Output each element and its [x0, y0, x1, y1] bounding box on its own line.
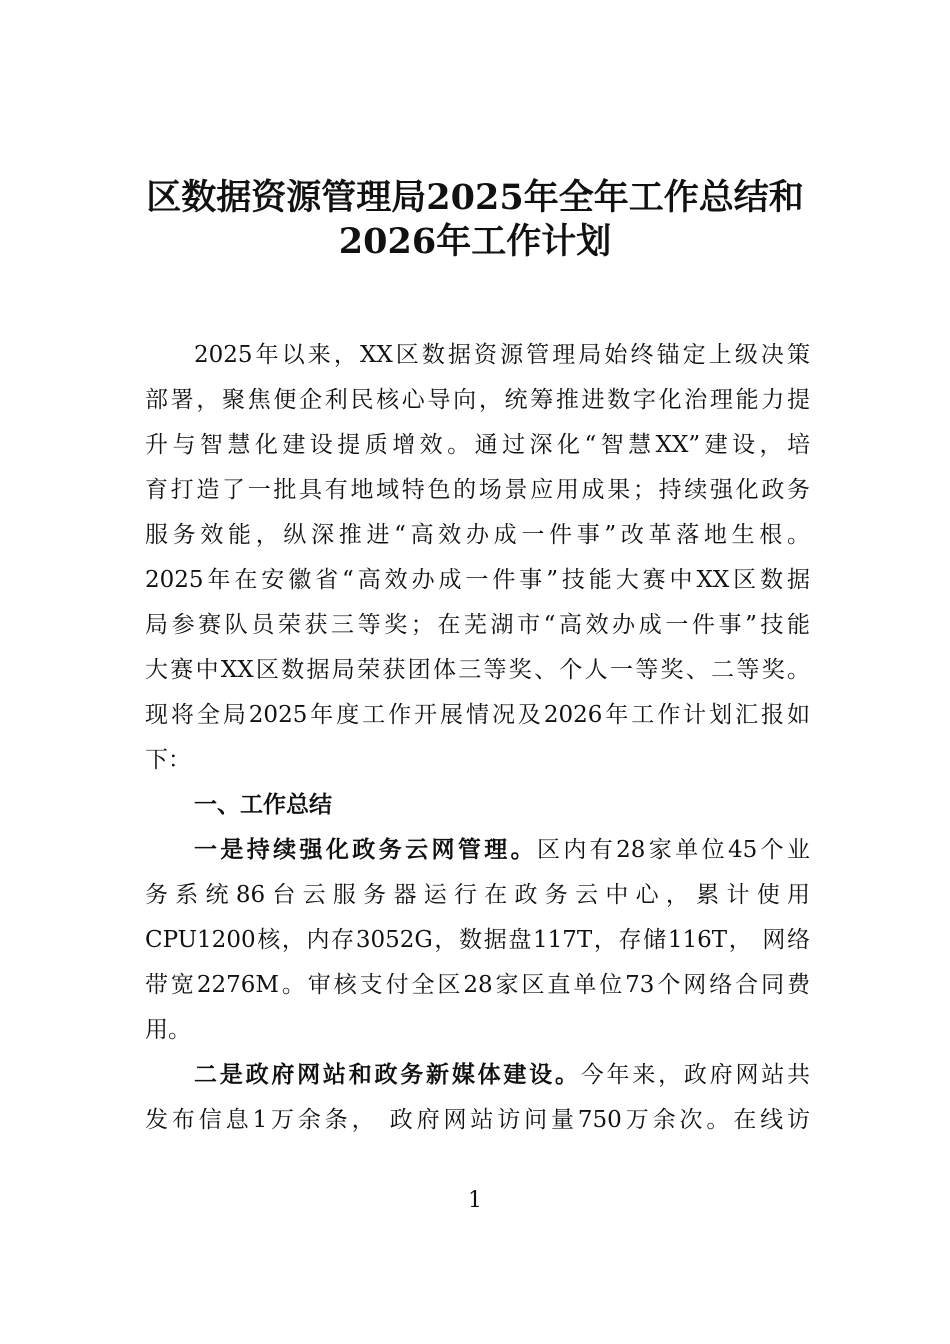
- item2-lead: 二是政府网站和政务新媒体建设。: [194, 1061, 581, 1088]
- item1-line: 带宽2276M。审核支付全区28家区直单位73个网络合同费: [145, 972, 810, 998]
- intro-line: 大赛中XX区数据局荣获团体三等奖、个人一等奖、二等奖。: [145, 657, 810, 683]
- intro-line: 现将全局2025年度工作开展情况及2026年工作计划汇报如: [145, 702, 810, 728]
- item2-first-rest: 今年来，政府网站共: [580, 1062, 811, 1088]
- item1-lead: 一是持续强化政务云网管理。: [194, 836, 537, 863]
- item2-line: 发布信息1万余条， 政府网站访问量750万余次。在线访: [145, 1107, 810, 1133]
- item1-line: 务系统86台云服务器运行在政务云中心，累计使用: [145, 882, 810, 908]
- intro-line: 下：: [145, 747, 191, 773]
- item1-line: CPU1200核，内存3052G，数据盘117T，存储116T， 网络: [145, 927, 810, 953]
- intro-line: 局参赛队员荣获三等奖；在芜湖市“高效办成一件事”技能: [145, 612, 810, 638]
- item1-line: 用。: [145, 1017, 191, 1043]
- item1-first-line: [194, 835, 810, 865]
- item1-first-rest: 区内有28家单位45个业: [537, 837, 810, 863]
- document-title-line-1: 区数据资源管理局2025年全年工作总结和: [146, 177, 804, 218]
- intro-line: 升与智慧化建设提质增效。通过深化“智慧XX”建设，培: [145, 432, 810, 458]
- intro-line: 2025年在安徽省“高效办成一件事”技能大赛中XX区数据: [145, 567, 810, 593]
- intro-line: 育打造了一批具有地域特色的场景应用成果；持续强化政务: [145, 477, 810, 503]
- section-heading-work-summary: 一、工作总结: [194, 792, 332, 818]
- intro-line: 部署，聚焦便企利民核心导向，统筹推进数字化治理能力提: [145, 387, 810, 413]
- item2-first-line: [194, 1060, 810, 1090]
- intro-line: 服务效能，纵深推进“高效办成一件事”改革落地生根。: [145, 522, 810, 548]
- intro-line: 2025年以来，XX区数据资源管理局始终锚定上级决策: [194, 342, 810, 368]
- document-title-line-2: 2026年工作计划: [338, 221, 612, 262]
- page-number: 1: [468, 1188, 482, 1213]
